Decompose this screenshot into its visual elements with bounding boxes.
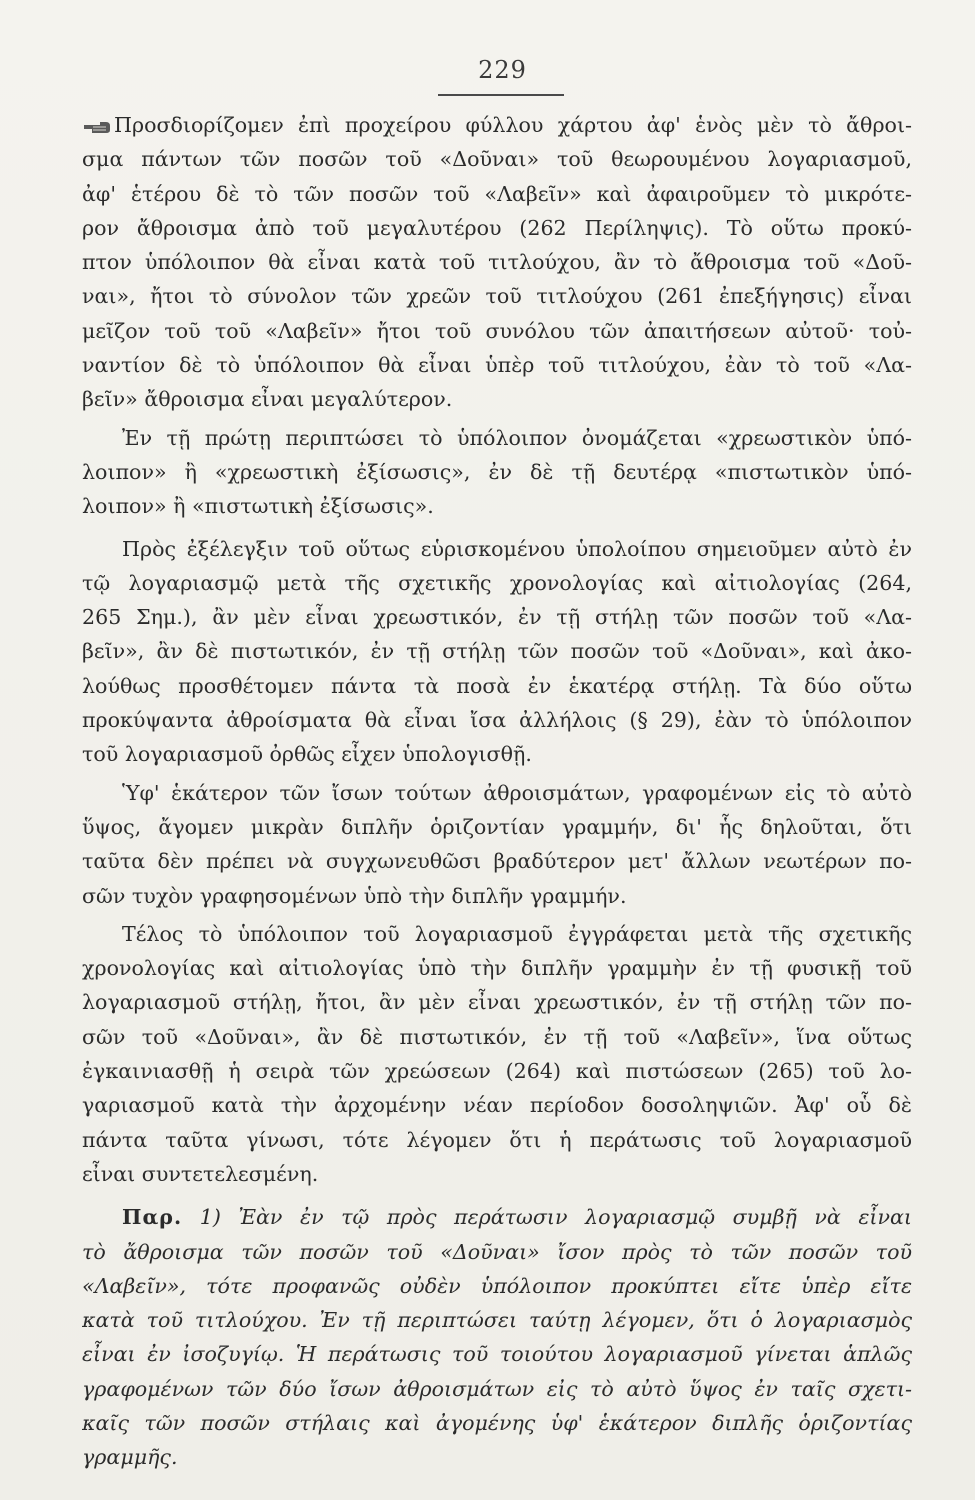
text-line: κατὰ τοῦ τιτλούχου. Ἐν τῇ περιπτώσει ταύτῃ λέγομεν, ὅτι ὁ λογαριασμὸς bbox=[82, 1308, 912, 1333]
text-line: λογαριασμοῦ στήλῃ, ἤτοι, ἂν μὲν εἶναι χρεωστικόν, ἐν τῇ στήλῃ τῶν πο- bbox=[82, 990, 912, 1015]
text-line: βεῖν», ἂν δὲ πιστωτικόν, ἐν τῇ στήλῃ τῶν ποσῶν τοῦ «Δοῦναι», καὶ ἀκο- bbox=[82, 639, 912, 664]
paragraph-3 bbox=[82, 532, 912, 772]
text-line: λοιπον» ἢ «πιστωτικὴ ἐξίσωσις». bbox=[82, 494, 434, 519]
text-line: μεῖζον τοῦ τοῦ «Λαβεῖν» ἤτοι τοῦ συνόλου τῶν ἀπαιτήσεων αὐτοῦ· τοὐ- bbox=[82, 318, 912, 343]
text-line: γαριασμοῦ κατὰ τὴν ἀρχομένην νέαν περίοδον δοσοληψιῶν. Ἀφ' οὗ δὲ bbox=[82, 1093, 912, 1118]
text-line: πτον ὑπόλοιπον θὰ εἶναι κατὰ τοῦ τιτλούχου, ἂν τὸ ἄθροισμα τοῦ «Δοῦ- bbox=[82, 250, 912, 275]
text-line: γραμμῆς. bbox=[82, 1445, 178, 1470]
text-line: χρονολογίας καὶ αἰτιολογίας ὑπὸ τὴν διπλῆν γραμμὴν ἐν τῇ φυσικῇ τοῦ bbox=[82, 956, 912, 981]
text-line: «Λαβεῖν», τότε προφανῶς οὐδὲν ὑπόλοιπον προκύπτει εἴτε ὑπὲρ εἴτε bbox=[82, 1273, 912, 1298]
text-line: λούθως προσθέτομεν πάντα τὰ ποσὰ ἐν ἑκατέρᾳ στήλῃ. Τὰ δύο οὕτω bbox=[82, 673, 912, 698]
text-line: τοῦ λογαριασμοῦ ὀρθῶς εἶχεν ὑπολογισθῇ. bbox=[82, 742, 532, 767]
paragraph-2 bbox=[82, 421, 912, 524]
paragraph-5 bbox=[82, 917, 912, 1191]
text-line: Ὑφ' ἑκάτερον τῶν ἴσων τούτων ἀθροισμάτων, γραφομένων εἰς τὸ αὐτὸ bbox=[122, 780, 912, 805]
text-line: Ἐν τῇ πρώτῃ περιπτώσει τὸ ὑπόλοιπον ὀνομάζεται «χρεωστικὸν ὑπό- bbox=[122, 425, 912, 450]
text-line: προκύψαντα ἀθροίσματα θὰ εἶναι ἴσα ἀλλήλοις (§ 29), ἐὰν τὸ ὑπόλοιπον bbox=[82, 708, 912, 733]
text-line: Τέλος τὸ ὑπόλοιπον τοῦ λογαριασμοῦ ἐγγράφεται μετὰ τῆς σχετικῆς bbox=[122, 921, 912, 946]
text-line: λοιπον» ἢ «χρεωστικὴ ἐξίσωσις», ἐν δὲ τῇ δευτέρᾳ «πιστωτικὸν ὑπό- bbox=[82, 459, 912, 484]
text-line: ναι», ἤτοι τὸ σύνολον τῶν χρεῶν τοῦ τιτλούχου (261 ἐπεξήγησις) εἶναι bbox=[82, 284, 912, 309]
paragraph-4 bbox=[82, 776, 912, 913]
text-line: εἶναι ἐν ἰσοζυγίῳ. Ἡ περάτωσις τοῦ τοιούτου λογαριασμοῦ γίνεται ἁπλῶς bbox=[82, 1342, 912, 1367]
text-line: σῶν τυχὸν γραφησομένων ὑπὸ τὴν διπλῆν γραμμήν. bbox=[82, 883, 627, 908]
text-line: Πρὸς ἐξέλεγξιν τοῦ οὕτως εὑρισκομένου ὑπολοίπου σημειοῦμεν αὐτὸ ἐν bbox=[122, 536, 912, 561]
text-line: σμα πάντων τῶν ποσῶν τοῦ «Δοῦναι» τοῦ θεωρουμένου λογαριασμοῦ, bbox=[82, 147, 912, 172]
note-label: Παρ. bbox=[122, 1205, 183, 1230]
text-line: γραφομένων τῶν δύο ἴσων ἀθροισμάτων εἰς τὸ αὐτὸ ὕψος ἐν ταῖς σχετι- bbox=[82, 1376, 912, 1401]
text-line: πάντα ταῦτα γίνωσι, τότε λέγομεν ὅτι ἡ περάτωσις τοῦ λογαριασμοῦ bbox=[82, 1127, 912, 1152]
note-block bbox=[82, 1200, 912, 1474]
page-body bbox=[82, 108, 912, 1475]
text-line: εἶναι συντετελεσμένη. bbox=[82, 1161, 319, 1186]
text-line: ὕψος, ἄγομεν μικρὰν διπλῆν ὁριζοντίαν γραμμήν, δι' ἧς δηλοῦται, ὅτι bbox=[82, 814, 912, 839]
pointing-hand-icon bbox=[82, 118, 112, 136]
text-line: 265 Σημ.), ἂν μὲν εἶναι χρεωστικόν, ἐν τῇ στήλῃ τῶν ποσῶν τοῦ «Λα- bbox=[82, 605, 912, 630]
text-line: καῖς τῶν ποσῶν στήλαις καὶ ἀγομένης ὑφ' ἑκάτερον διπλῆς ὁριζοντίας bbox=[82, 1410, 912, 1435]
text-line: σῶν τοῦ «Δοῦναι», ἂν δὲ πιστωτικόν, ἐν τῇ τοῦ «Λαβεῖν», ἵνα οὕτως bbox=[82, 1024, 912, 1049]
text-line: βεῖν» ἄθροισμα εἶναι μεγαλύτερον. bbox=[82, 387, 453, 412]
paragraph-1 bbox=[82, 108, 912, 417]
text-line: ρον ἄθροισμα ἀπὸ τοῦ μεγαλυτέρου (262 Περίληψις). Τὸ οὕτω προκύ- bbox=[82, 215, 912, 240]
text-line: ναντίον δὲ τὸ ὑπόλοιπον θὰ εἶναι ὑπὲρ τοῦ τιτλούχου, ἐὰν τὸ τοῦ «Λα- bbox=[82, 353, 912, 378]
text-line: ἐγκαινιασθῇ ἡ σειρὰ τῶν χρεώσεων (264) καὶ πιστώσεων (265) τοῦ λο- bbox=[82, 1059, 912, 1084]
text-line: τὸ ἄθροισμα τῶν ποσῶν τοῦ «Δοῦναι» ἴσον πρὸς τὸ τῶν ποσῶν τοῦ bbox=[82, 1239, 912, 1264]
text-line: τῷ λογαριασμῷ μετὰ τῆς σχετικῆς χρονολογίας καὶ αἰτιολογίας (264, bbox=[82, 570, 912, 595]
text-line: Παρ. 1) Ἐὰν ἐν τῷ πρὸς περάτωσιν λογαριασμῷ συμβῇ νὰ εἶναι bbox=[122, 1205, 912, 1230]
page-number: 229 bbox=[478, 56, 527, 84]
text-line: ἀφ' ἑτέρου δὲ τὸ τῶν ποσῶν τοῦ «Λαβεῖν» καὶ ἀφαιροῦμεν τὸ μικρότε- bbox=[82, 181, 912, 206]
text-line: ταῦτα δὲν πρέπει νὰ συγχωνευθῶσι βραδύτερον μετ' ἄλλων νεωτέρων πο- bbox=[82, 849, 912, 874]
page-number-rule bbox=[438, 94, 564, 96]
text-line: Προσδιορίζομεν ἐπὶ προχείρου φύλλου χάρτου ἀφ' ἑνὸς μὲν τὸ ἄθροι- bbox=[82, 108, 912, 142]
